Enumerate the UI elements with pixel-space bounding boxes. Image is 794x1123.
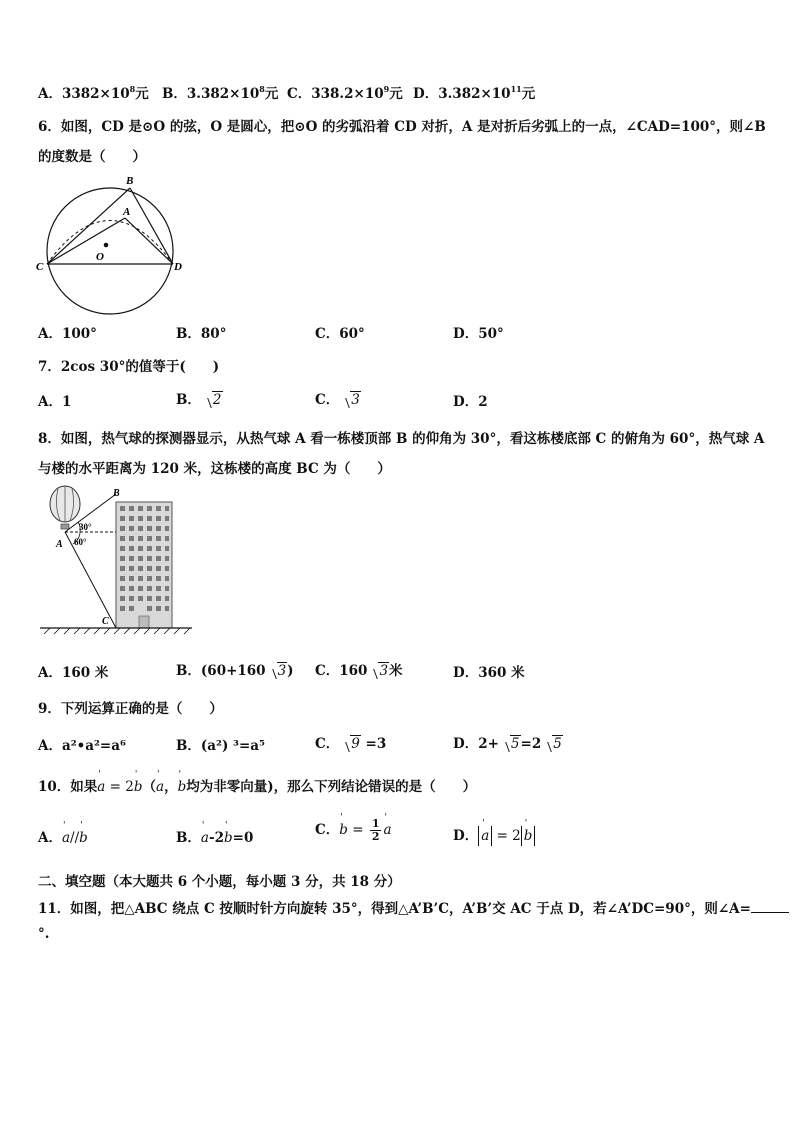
q9-option-b: B．(a²) ³=a⁵ bbox=[176, 738, 265, 754]
q6-option-b: B．80° bbox=[176, 326, 227, 342]
q6-option-d: D．50° bbox=[453, 326, 504, 342]
q7-option-a: A．1 bbox=[38, 394, 72, 410]
q9-option-d: D．2+ 5=2 5 bbox=[453, 736, 562, 752]
q8-label-c: C bbox=[102, 616, 109, 627]
q7-option-c: C． 3 bbox=[315, 392, 360, 408]
q6-option-c: C．60° bbox=[315, 326, 365, 342]
q8-option-a: A．160 米 bbox=[38, 665, 109, 681]
q7-option-b: B． 2 bbox=[176, 392, 222, 408]
q8-label-b: B bbox=[113, 488, 120, 499]
q8-stem-line1: 8．如图，热气球的探测器显示，从热气球 A 看一栋楼顶部 B 的仰角为 30°，看这栋楼底部 C 的俯角为 60°，热气球 A bbox=[38, 431, 765, 447]
q6-label-a: A bbox=[123, 206, 131, 218]
q6-stem-line2: 的度数是（ ） bbox=[38, 149, 146, 165]
q10-option-a: A．' a//' b bbox=[38, 826, 88, 846]
q6-label-o: O bbox=[96, 251, 104, 263]
q11-stem-line2: °. bbox=[38, 926, 50, 942]
q6-option-a: A．100° bbox=[38, 326, 97, 342]
q7-stem: 7．2cos 30°的值等于( ) bbox=[38, 359, 220, 375]
q10-option-c: C．' b = $\frac{1}{2}$ ' a bbox=[315, 818, 392, 843]
q8-angle-60: 60° bbox=[74, 537, 87, 547]
q6-label-c: C bbox=[36, 261, 44, 273]
q8-option-b: B．(60+160 3) bbox=[176, 663, 294, 679]
q8-option-d: D．360 米 bbox=[453, 665, 525, 681]
section-2-heading: 二、填空题（本大题共 6 个小题，每小题 3 分，共 18 分） bbox=[38, 874, 401, 890]
q9-option-a: A．a²•a²=a⁶ bbox=[38, 738, 126, 754]
q8-balloon-building-figure bbox=[36, 484, 196, 636]
q11-answer-blank[interactable] bbox=[751, 900, 789, 913]
q11-stem-line1: 11．如图，把△ABC 绕点 C 按顺时针方向旋转 35°，得到△A’B’C，A’B’交 AC 于点 D，若∠A’DC=90°，则∠A= bbox=[38, 897, 789, 917]
q6-label-d: D bbox=[174, 261, 182, 273]
q9-stem: 9．下列运算正确的是（ ） bbox=[38, 701, 223, 717]
q5-option-c: C．$338.2\times 10^9$元 bbox=[287, 84, 403, 102]
q8-label-a: A bbox=[56, 539, 63, 550]
q6-stem-line1: 6．如图，CD 是⊙O 的弦，O 是圆心，把⊙O 的劣弧沿着 CD 对折，A 是对折后劣弧上的一点，∠CAD=100°，则∠B bbox=[38, 119, 766, 135]
q8-option-c: C．160 3米 bbox=[315, 663, 403, 679]
q7-option-d: D．2 bbox=[453, 394, 488, 410]
q5-option-b: B．$3.382\times 10^8$元 bbox=[162, 84, 279, 102]
q10-option-b: B．' a-2' b=0 bbox=[176, 826, 253, 846]
q10-stem: 10．如果' a = 2' b（' a，' b均为非零向量)，那么下列结论错误的是（ ） bbox=[38, 775, 476, 795]
q8-stem-line2: 与楼的水平距离为 120 米，这栋楼的高度 BC 为（ ） bbox=[38, 461, 391, 477]
q5-option-a: A．$3382\times 10^8$元 bbox=[38, 84, 149, 102]
q8-angle-30: 30° bbox=[79, 522, 92, 532]
q5-option-d: D．$3.382\times 10^{11}$元 bbox=[413, 84, 536, 102]
q9-option-c: C． 9 =3 bbox=[315, 736, 387, 752]
q6-circle-figure bbox=[34, 172, 184, 318]
q10-option-d: D．' a = 2' b bbox=[453, 824, 535, 844]
q6-label-b: B bbox=[126, 175, 134, 187]
